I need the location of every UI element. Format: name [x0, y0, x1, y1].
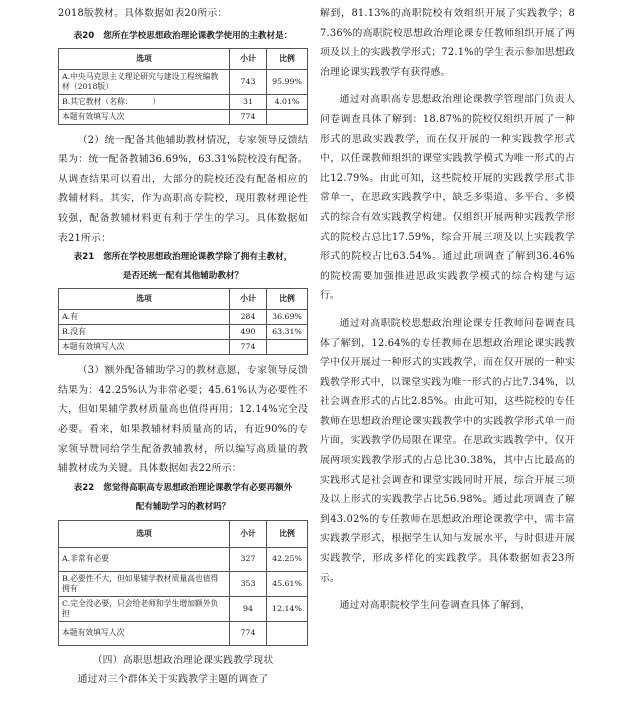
table-row	[59, 94, 308, 109]
table-number: 表21	[73, 252, 95, 263]
paragraph: （3）额外配备辅助学习的教材意愿，专家领导反馈结果为：42.25%认为非常必要；45.61%认为必要性不大，但如果辅学教材质量高也值得再用；12.14%完全没必要。看来，如果教辅材料质量高的话，有近90%的专家领导赞同给学生配备教辅教材，所以编写高质量的教辅教材成为关键。具体数据如表22所示：	[58, 365, 308, 475]
percent-cell: 95.99%	[267, 69, 308, 94]
table-caption	[58, 479, 308, 498]
column-header: 小计	[230, 289, 267, 310]
paragraph: 解到，81.13%的高职院校有效组织开展了实践教学；87.36%的高职院校思想政治理论课专任教师组织开展了两项及以上的实践教学形式；72.1%的学生表示参加思想政治理论课实践教学有获得感。	[320, 8, 575, 78]
empty-cell	[267, 109, 308, 124]
empty-cell	[267, 621, 308, 645]
right-column	[320, 4, 575, 616]
total-label-cell: 本题有效填写人次	[59, 340, 230, 355]
table-header-row	[59, 520, 308, 547]
count-cell: 284	[230, 310, 267, 325]
percent-cell: 36.69%	[267, 310, 308, 325]
option-cell: A.中央马克思主义理论研究与建设工程统编教材（2018版）	[59, 69, 230, 94]
table-row	[59, 571, 308, 596]
table-row	[59, 325, 308, 340]
table-title: 您所在学校思想政治理论课教学除了拥有主教材，	[103, 252, 293, 263]
paragraph: 通过对高职院校思想政治理论课专任教师问卷调查具体了解到，12.64%的专任教师在思想政治理论课实践教学中仅开展过一种形式的实践教学，而在仅开展的一种实践教学形式中，以课堂实践为唯一形式的占比7.34%，以社会调查形式的占比2.85%。由此可知，这些院校的专任教师在思想政治理论课实践教学中的实践教学形式单一而片面，实践教学仍局限在课堂。在思政实践教学中，仅开展两项实践教学形式的占总比30.38%，其中占比最高的实践形式是社会调查和课堂实践同时开展，综合开展三项及以上形式的实践教学占比56.98%。通过此项调查了解到43.02%的专任教师在思想政治理论课教学中，需丰富实践教学形式，根据学生认知与发展水平，与时俱进开展实践教学，形成多样化的实践教学。具体数据如表23所示。	[320, 317, 575, 584]
percent-cell: 42.25%	[267, 547, 308, 571]
paragraph: 通过对高职院校学生问卷调查具体了解到，	[339, 600, 531, 612]
column-header: 小计	[230, 520, 267, 547]
percent-cell: 45.61%	[267, 571, 308, 596]
count-cell: 327	[230, 547, 267, 571]
table-row	[59, 69, 308, 94]
percent-cell: 12.14%	[267, 596, 308, 621]
percent-cell: 4.01%	[267, 94, 308, 109]
count-cell: 94	[230, 596, 267, 621]
count-cell: 490	[230, 325, 267, 340]
table-caption	[58, 27, 308, 46]
option-cell: C.完全没必要，只会给老师和学生增加额外负担	[59, 596, 230, 621]
table-title: 您觉得高职高专思想政治理论课教学有必要再额外	[103, 482, 293, 493]
column-header: 选项	[59, 520, 230, 547]
total-cell: 774	[230, 109, 267, 124]
table-caption-line2: 是否还统一配有其他辅助教材？	[122, 271, 244, 282]
total-label-cell: 本题有效填写人次	[59, 109, 230, 124]
table-title: 您所在学校思想政治理论课教学使用的主教材是：	[103, 30, 293, 41]
count-cell: 743	[230, 69, 267, 94]
column-header: 比例	[267, 289, 308, 310]
table-header-row	[59, 48, 308, 69]
percent-cell: 63.31%	[267, 325, 308, 340]
table-total-row	[59, 621, 308, 645]
column-header: 比例	[267, 520, 308, 547]
total-cell: 774	[230, 621, 267, 645]
data-table	[58, 48, 308, 125]
column-header: 小计	[230, 48, 267, 69]
option-cell: A.非常有必要	[59, 547, 230, 571]
column-header: 选项	[59, 48, 230, 69]
data-table	[58, 288, 308, 355]
paragraph: 通过对三个群体关于实践教学主题的调查了	[77, 674, 269, 686]
table-number: 表20	[73, 30, 95, 41]
count-cell: 31	[230, 94, 267, 109]
table-row	[59, 310, 308, 325]
table-header-row	[59, 289, 308, 310]
total-label-cell: 本题有效填写人次	[59, 621, 230, 645]
option-cell: B.其它教材（名称： ）	[59, 94, 230, 109]
column-header: 选项	[59, 289, 230, 310]
empty-cell	[267, 340, 308, 355]
left-column	[58, 4, 308, 690]
column-header: 比例	[267, 48, 308, 69]
paragraph: （2）统一配备其他辅助教材情况，专家领导反馈结果为：统一配备教辅36.69%，63.31%院校没有配备。从调查结果可以看出，大部分的院校还没有配备相应的教辅材料。其实，作为高职高专院校，现用教材理论性较强，配备教辅材料更有利于学生的学习。具体数据如表21所示：	[58, 134, 308, 244]
data-table	[58, 520, 308, 646]
option-cell: B.必要性不大，但如果辅学教材质量高也值得拥有	[59, 571, 230, 596]
total-cell: 774	[230, 340, 267, 355]
table-number: 表22	[73, 482, 95, 493]
option-cell: B.没有	[59, 325, 230, 340]
table-row	[59, 596, 308, 621]
paragraph: 通过对高职高专思想政治理论课教学管理部门负责人问卷调查具体了解到：18.87%的院校仅组织开展了一种形式的思政实践教学，而在仅开展的一种实践教学形式中，以任课教师组织的课堂实践教学模式为唯一形式的占比12.79%。由此可知，这些院校开展的实践教学形式非常单一，在思政实践教学中，缺乏多渠道、多平台、多模式的综合有效实践教学构建。仅组织开展两种实践教学形式的院校占总比17.59%，综合开展三项及以上实践教学形式的院校占比63.54%。通过此项调查了解到36.46%的院校需要加强推进思政实践教学模式的综合构建与运行。	[320, 94, 575, 302]
option-cell: A.有	[59, 310, 230, 325]
table-caption	[58, 248, 308, 267]
table-row	[59, 547, 308, 571]
count-cell: 353	[230, 571, 267, 596]
table-total-row	[59, 340, 308, 355]
table-total-row	[59, 109, 308, 124]
table-caption-line2: 配有辅助学习的教材吗？	[135, 501, 231, 512]
paragraph: 2018版教材。具体数据如表20所示：	[58, 8, 228, 19]
section-heading: （四）高职思想政治理论课实践教学现状	[92, 654, 274, 666]
